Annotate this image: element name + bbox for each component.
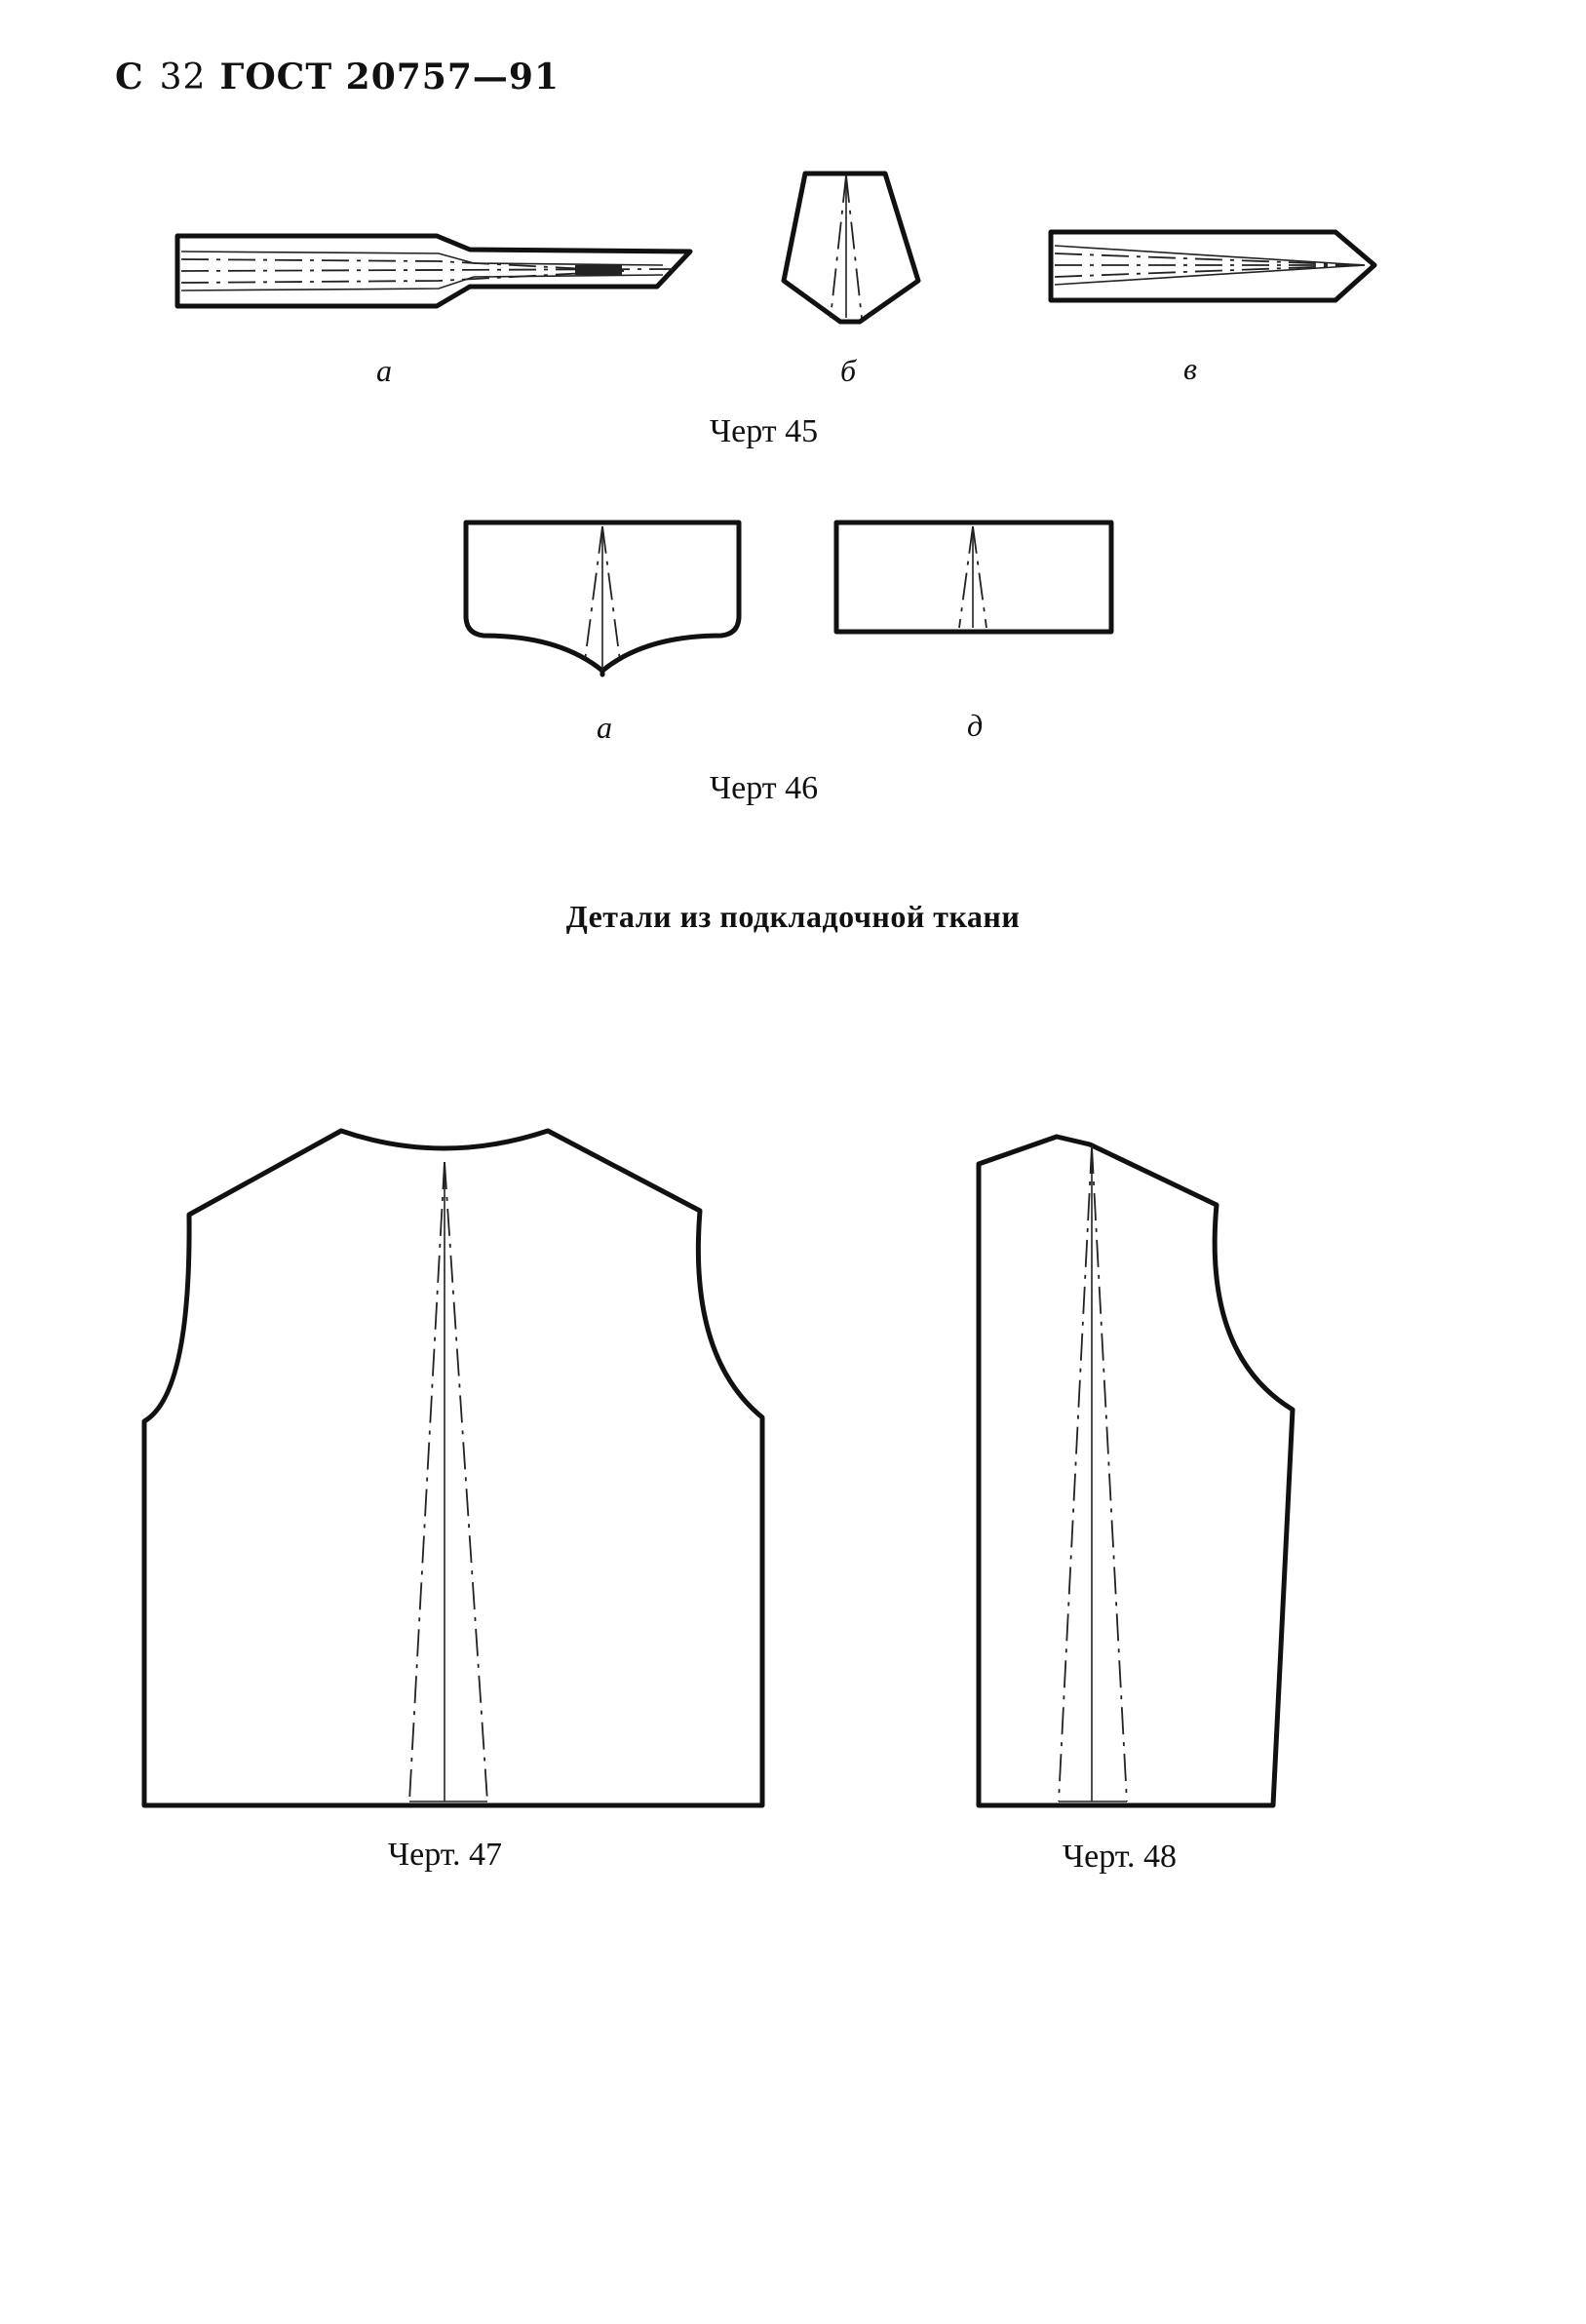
header-prefix: С [115, 57, 144, 97]
fig48-drawing [979, 1137, 1293, 1805]
standard-code: ГОСТ 20757—91 [219, 57, 560, 97]
fig45-label-b: б [840, 353, 857, 388]
fig45-a-drawing [177, 236, 690, 306]
fig47-caption: Черт. 47 [388, 1837, 503, 1873]
page-number: 32 [159, 58, 207, 97]
fig46-caption: Черт 46 [710, 770, 819, 806]
fig46-d-drawing [836, 523, 1111, 632]
fig45-b-drawing [784, 174, 918, 322]
fig46-label-d: д [967, 708, 984, 743]
fig46-label-a: а [597, 710, 612, 745]
fig47-drawing [144, 1131, 762, 1805]
fig46-a-drawing [466, 523, 739, 675]
fig45-caption: Черт 45 [710, 413, 819, 449]
fig45-label-a: а [376, 353, 392, 388]
fig45-label-c: в [1183, 351, 1197, 386]
fig45-c-drawing [1051, 232, 1374, 300]
section-title: Детали из подкладочной ткани [565, 899, 1021, 934]
fig48-caption: Черт. 48 [1063, 1839, 1178, 1875]
